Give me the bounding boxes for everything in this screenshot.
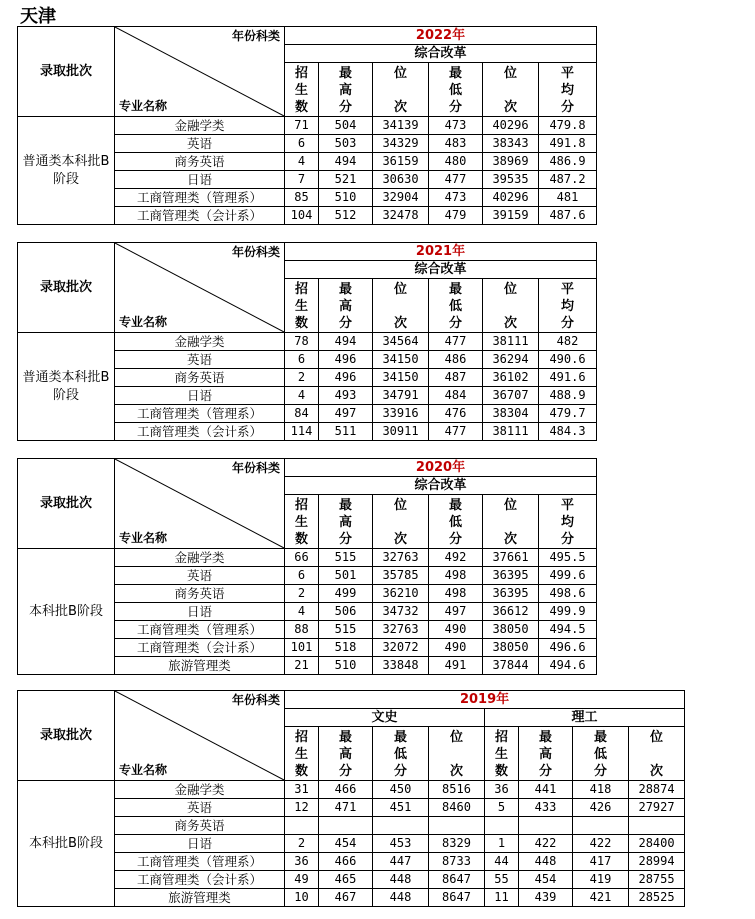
table-cell: 421 <box>573 889 629 907</box>
table-cell: 418 <box>573 781 629 799</box>
table-cell: 32072 <box>373 639 429 657</box>
admission-table-1 <box>17 26 597 225</box>
major-label: 专业名称 <box>119 763 168 777</box>
col-header-rank: 位 次 <box>483 495 539 549</box>
diagonal-header <box>115 243 285 333</box>
table-cell: 450 <box>373 781 429 799</box>
table-cell: 1 <box>485 835 519 853</box>
table-cell: 487 <box>429 369 483 387</box>
table-cell: 88 <box>285 621 319 639</box>
col-header-enroll: 招 生 数 <box>485 727 519 781</box>
table-row <box>18 871 685 889</box>
batch-header: 录取批次 <box>18 27 115 117</box>
table-cell: 6 <box>285 135 319 153</box>
table-cell: 36 <box>485 781 519 799</box>
major-name: 工商管理类（管理系） <box>115 405 285 423</box>
col-header-lowest: 最 低 分 <box>429 495 483 549</box>
col-header-rank: 位 次 <box>373 495 429 549</box>
col-header-enroll: 招 生 数 <box>285 279 319 333</box>
table-cell: 521 <box>319 171 373 189</box>
diagonal-header <box>115 691 285 781</box>
table-cell: 479.8 <box>539 117 597 135</box>
table-cell: 38050 <box>483 639 539 657</box>
table-cell: 515 <box>319 621 373 639</box>
col-header-highest: 最 高 分 <box>319 495 373 549</box>
col-header-rank: 位 次 <box>483 63 539 117</box>
table-cell <box>319 817 373 835</box>
header-row-year <box>18 243 597 261</box>
table-cell: 488.9 <box>539 387 597 405</box>
subject-label-wenshi: 文史 <box>285 709 485 727</box>
subject-label-ligong: 理工 <box>485 709 685 727</box>
table-cell <box>629 817 685 835</box>
table-cell: 28874 <box>629 781 685 799</box>
table-cell: 32904 <box>373 189 429 207</box>
table-cell: 481 <box>539 189 597 207</box>
table-cell: 8647 <box>429 871 485 889</box>
major-name: 工商管理类（管理系） <box>115 621 285 639</box>
major-name: 工商管理类（管理系） <box>115 853 285 871</box>
batch-header: 录取批次 <box>18 243 115 333</box>
table-cell: 36102 <box>483 369 539 387</box>
table-cell: 7 <box>285 171 319 189</box>
table-cell: 36159 <box>373 153 429 171</box>
table-cell: 486 <box>429 351 483 369</box>
table-cell: 419 <box>573 871 629 889</box>
table-cell: 497 <box>319 405 373 423</box>
table-cell: 453 <box>373 835 429 853</box>
major-label: 专业名称 <box>119 531 168 545</box>
table-cell: 454 <box>319 835 373 853</box>
table-cell: 510 <box>319 657 373 675</box>
table-cell: 49 <box>285 871 319 889</box>
col-header-lowest: 最 低 分 <box>429 63 483 117</box>
col-header-average: 平 均 分 <box>539 279 597 333</box>
col-header-rank: 位 次 <box>373 279 429 333</box>
table-cell: 426 <box>573 799 629 817</box>
table-cell: 503 <box>319 135 373 153</box>
table-cell: 11 <box>485 889 519 907</box>
table-cell: 476 <box>429 405 483 423</box>
table-cell: 6 <box>285 351 319 369</box>
table-cell: 494.5 <box>539 621 597 639</box>
table-cell: 477 <box>429 171 483 189</box>
table-cell: 467 <box>319 889 373 907</box>
table-cell: 30911 <box>373 423 429 441</box>
table-cell: 39159 <box>483 207 539 225</box>
table-cell: 101 <box>285 639 319 657</box>
table-cell: 32478 <box>373 207 429 225</box>
page-title: 天津 <box>20 6 56 27</box>
table-cell: 28994 <box>629 853 685 871</box>
batch-header: 录取批次 <box>18 691 115 781</box>
table-cell: 36210 <box>373 585 429 603</box>
table-cell: 422 <box>519 835 573 853</box>
table-row <box>18 889 685 907</box>
table-cell: 32763 <box>373 549 429 567</box>
diagonal-header <box>115 27 285 117</box>
major-name: 工商管理类（会计系） <box>115 639 285 657</box>
col-header-average: 平 均 分 <box>539 63 597 117</box>
table-cell: 8516 <box>429 781 485 799</box>
table-cell: 4 <box>285 387 319 405</box>
major-name: 金融学类 <box>115 549 285 567</box>
year-label: 2021年 <box>285 243 597 261</box>
table-cell: 484.3 <box>539 423 597 441</box>
major-name: 金融学类 <box>115 117 285 135</box>
table-cell <box>429 817 485 835</box>
table-row <box>18 853 685 871</box>
major-name: 商务英语 <box>115 585 285 603</box>
table-cell: 55 <box>485 871 519 889</box>
table-cell: 33848 <box>373 657 429 675</box>
diagonal-header <box>115 459 285 549</box>
table-cell: 499 <box>319 585 373 603</box>
col-header-rank: 位 次 <box>429 727 485 781</box>
table-cell: 501 <box>319 567 373 585</box>
year-subject-label: 年份科类 <box>231 245 280 259</box>
table-cell: 490 <box>429 621 483 639</box>
col-header-enroll: 招 生 数 <box>285 495 319 549</box>
table-cell: 494 <box>319 333 373 351</box>
major-name: 日语 <box>115 387 285 405</box>
col-header-lowest: 最 低 分 <box>429 279 483 333</box>
table-row <box>18 333 597 351</box>
table-cell: 8460 <box>429 799 485 817</box>
header-row-year <box>18 459 597 477</box>
table-cell: 498 <box>429 585 483 603</box>
major-name: 工商管理类（管理系） <box>115 189 285 207</box>
col-header-enroll: 招 生 数 <box>285 727 319 781</box>
table-cell: 483 <box>429 135 483 153</box>
col-header-highest: 最 高 分 <box>319 63 373 117</box>
table-cell: 473 <box>429 117 483 135</box>
table-cell: 2 <box>285 369 319 387</box>
table-cell: 38343 <box>483 135 539 153</box>
table-cell: 417 <box>573 853 629 871</box>
table-cell: 506 <box>319 603 373 621</box>
table-cell: 37844 <box>483 657 539 675</box>
major-name: 工商管理类（会计系） <box>115 207 285 225</box>
table-cell: 487.2 <box>539 171 597 189</box>
table-cell: 40296 <box>483 189 539 207</box>
col-header-enroll: 招 生 数 <box>285 63 319 117</box>
table-cell: 473 <box>429 189 483 207</box>
col-header-lowest: 最 低 分 <box>573 727 629 781</box>
col-header-highest: 最 高 分 <box>319 727 373 781</box>
table-cell: 480 <box>429 153 483 171</box>
table-cell: 34732 <box>373 603 429 621</box>
table-row <box>18 549 597 567</box>
table-cell: 492 <box>429 549 483 567</box>
subject-label: 综合改革 <box>285 45 597 63</box>
col-header-highest: 最 高 分 <box>519 727 573 781</box>
table-cell: 2 <box>285 835 319 853</box>
table-cell: 497 <box>429 603 483 621</box>
table-cell: 28400 <box>629 835 685 853</box>
table-cell <box>485 817 519 835</box>
major-name: 工商管理类（会计系） <box>115 871 285 889</box>
table-cell: 104 <box>285 207 319 225</box>
major-name: 英语 <box>115 799 285 817</box>
major-name: 金融学类 <box>115 333 285 351</box>
major-name: 英语 <box>115 135 285 153</box>
table-cell: 34150 <box>373 369 429 387</box>
table-cell: 422 <box>573 835 629 853</box>
table-cell: 479.7 <box>539 405 597 423</box>
table-cell: 35785 <box>373 567 429 585</box>
table-cell <box>373 817 429 835</box>
major-label: 专业名称 <box>119 99 168 113</box>
year-subject-label: 年份科类 <box>231 29 280 43</box>
table-cell: 490 <box>429 639 483 657</box>
table-cell: 486.9 <box>539 153 597 171</box>
table-cell: 454 <box>519 871 573 889</box>
table-cell: 479 <box>429 207 483 225</box>
batch-cell: 本科批B阶段 <box>18 549 115 675</box>
header-row-year <box>18 691 685 709</box>
table-cell: 84 <box>285 405 319 423</box>
table-cell: 5 <box>485 799 519 817</box>
table-cell: 39535 <box>483 171 539 189</box>
table-cell: 493 <box>319 387 373 405</box>
major-name: 工商管理类（会计系） <box>115 423 285 441</box>
major-name: 日语 <box>115 835 285 853</box>
major-name: 商务英语 <box>115 153 285 171</box>
major-name: 商务英语 <box>115 369 285 387</box>
table-cell: 10 <box>285 889 319 907</box>
table-cell: 466 <box>319 853 373 871</box>
admission-table-2 <box>17 242 597 441</box>
table-cell: 448 <box>519 853 573 871</box>
table-cell: 27927 <box>629 799 685 817</box>
table-cell: 515 <box>319 549 373 567</box>
table-cell: 490.6 <box>539 351 597 369</box>
table-cell: 37661 <box>483 549 539 567</box>
table-cell: 482 <box>539 333 597 351</box>
table-cell: 66 <box>285 549 319 567</box>
major-label: 专业名称 <box>119 315 168 329</box>
table-cell: 491.8 <box>539 135 597 153</box>
table-cell: 21 <box>285 657 319 675</box>
table-cell: 510 <box>319 189 373 207</box>
table-cell: 451 <box>373 799 429 817</box>
table-cell: 499.6 <box>539 567 597 585</box>
table-cell: 504 <box>319 117 373 135</box>
table-cell: 496.6 <box>539 639 597 657</box>
col-header-lowest: 最 低 分 <box>373 727 429 781</box>
table-cell: 34564 <box>373 333 429 351</box>
major-name: 商务英语 <box>115 817 285 835</box>
table-cell: 494.6 <box>539 657 597 675</box>
table-cell: 511 <box>319 423 373 441</box>
table-cell: 36707 <box>483 387 539 405</box>
table-cell: 441 <box>519 781 573 799</box>
subject-label: 综合改革 <box>285 477 597 495</box>
table-cell <box>285 817 319 835</box>
table-cell: 448 <box>373 889 429 907</box>
col-header-highest: 最 高 分 <box>319 279 373 333</box>
table-cell: 495.5 <box>539 549 597 567</box>
table-cell: 433 <box>519 799 573 817</box>
table-cell: 85 <box>285 189 319 207</box>
table-row <box>18 817 685 835</box>
table-cell: 498 <box>429 567 483 585</box>
table-cell: 36395 <box>483 567 539 585</box>
batch-cell: 普通类本科批B阶段 <box>18 333 115 441</box>
table-cell: 496 <box>319 369 373 387</box>
table-cell: 477 <box>429 423 483 441</box>
table-cell: 32763 <box>373 621 429 639</box>
table-cell: 471 <box>319 799 373 817</box>
table-cell: 4 <box>285 603 319 621</box>
table-row <box>18 781 685 799</box>
table-cell: 496 <box>319 351 373 369</box>
table-cell: 34791 <box>373 387 429 405</box>
major-name: 日语 <box>115 171 285 189</box>
table-cell: 40296 <box>483 117 539 135</box>
table-cell: 439 <box>519 889 573 907</box>
table-cell: 38050 <box>483 621 539 639</box>
table-cell: 12 <box>285 799 319 817</box>
table-cell: 8329 <box>429 835 485 853</box>
header-row-year <box>18 27 597 45</box>
major-name: 英语 <box>115 351 285 369</box>
table-cell: 499.9 <box>539 603 597 621</box>
table-cell <box>573 817 629 835</box>
table-cell: 114 <box>285 423 319 441</box>
major-name: 旅游管理类 <box>115 889 285 907</box>
table-cell: 28525 <box>629 889 685 907</box>
col-header-rank: 位 次 <box>629 727 685 781</box>
year-label: 2022年 <box>285 27 597 45</box>
table-cell: 484 <box>429 387 483 405</box>
table-cell: 38304 <box>483 405 539 423</box>
table-cell: 491 <box>429 657 483 675</box>
major-name: 金融学类 <box>115 781 285 799</box>
table-cell: 498.6 <box>539 585 597 603</box>
admission-table-3 <box>17 458 597 675</box>
table-cell: 36 <box>285 853 319 871</box>
major-name: 日语 <box>115 603 285 621</box>
table-cell: 30630 <box>373 171 429 189</box>
batch-cell: 本科批B阶段 <box>18 781 115 907</box>
batch-header: 录取批次 <box>18 459 115 549</box>
table-cell: 448 <box>373 871 429 889</box>
table-row <box>18 835 685 853</box>
table-cell: 465 <box>319 871 373 889</box>
table-cell: 38111 <box>483 333 539 351</box>
table-cell <box>519 817 573 835</box>
table-cell: 34329 <box>373 135 429 153</box>
year-label: 2019年 <box>285 691 685 709</box>
table-cell: 8647 <box>429 889 485 907</box>
admission-table-4 <box>17 690 685 907</box>
table-cell: 487.6 <box>539 207 597 225</box>
table-cell: 491.6 <box>539 369 597 387</box>
table-cell: 494 <box>319 153 373 171</box>
table-cell: 38111 <box>483 423 539 441</box>
table-cell: 4 <box>285 153 319 171</box>
batch-cell: 普通类本科批B阶段 <box>18 117 115 225</box>
table-cell: 28755 <box>629 871 685 889</box>
table-cell: 2 <box>285 585 319 603</box>
table-row <box>18 799 685 817</box>
table-cell: 6 <box>285 567 319 585</box>
table-cell: 512 <box>319 207 373 225</box>
table-cell: 34139 <box>373 117 429 135</box>
subject-label: 综合改革 <box>285 261 597 279</box>
major-name: 旅游管理类 <box>115 657 285 675</box>
table-cell: 38969 <box>483 153 539 171</box>
table-cell: 477 <box>429 333 483 351</box>
table-cell: 447 <box>373 853 429 871</box>
col-header-rank: 位 次 <box>483 279 539 333</box>
table-cell: 36395 <box>483 585 539 603</box>
table-cell: 36612 <box>483 603 539 621</box>
major-name: 英语 <box>115 567 285 585</box>
table-row <box>18 117 597 135</box>
table-cell: 31 <box>285 781 319 799</box>
year-label: 2020年 <box>285 459 597 477</box>
col-header-average: 平 均 分 <box>539 495 597 549</box>
year-subject-label: 年份科类 <box>231 461 280 475</box>
table-cell: 44 <box>485 853 519 871</box>
table-cell: 466 <box>319 781 373 799</box>
table-cell: 518 <box>319 639 373 657</box>
table-cell: 36294 <box>483 351 539 369</box>
col-header-rank: 位 次 <box>373 63 429 117</box>
table-cell: 34150 <box>373 351 429 369</box>
table-cell: 78 <box>285 333 319 351</box>
table-cell: 33916 <box>373 405 429 423</box>
year-subject-label: 年份科类 <box>231 693 280 707</box>
table-cell: 71 <box>285 117 319 135</box>
table-cell: 8733 <box>429 853 485 871</box>
